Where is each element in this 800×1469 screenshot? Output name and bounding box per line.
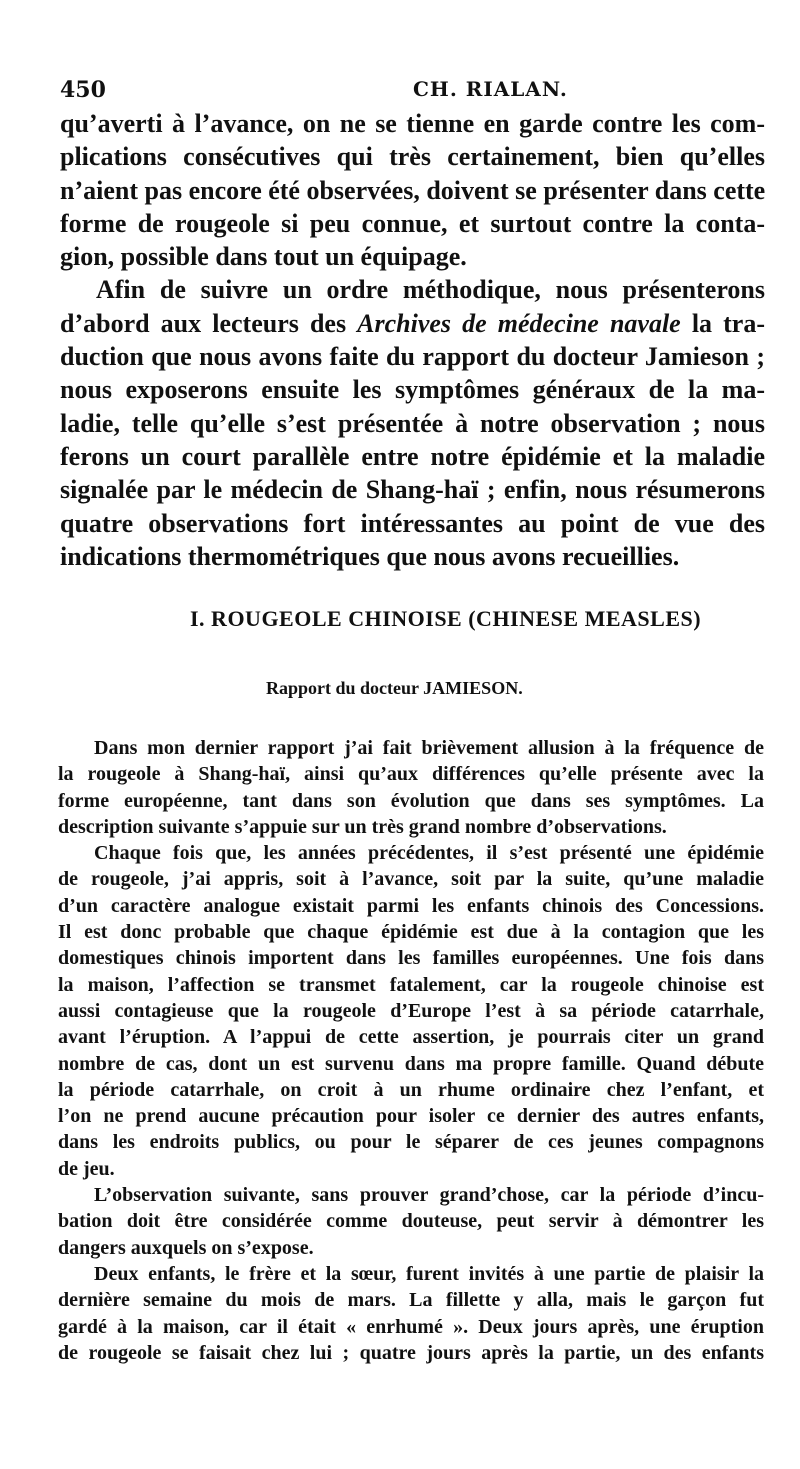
text-line: qu’averti à l’avance, on ne se tienne en garde contre les com- [60, 109, 765, 138]
text-line: L’observation suivante, sans prouver grand’chose, car la période d’incu- [94, 1184, 764, 1207]
text-line: indications thermométriques que nous avons recueillies. [60, 541, 680, 571]
text-fragment: d’abord aux lecteurs des [60, 308, 358, 338]
text-line: description suivante s’appuie sur un très grand nombre d’observations. [58, 815, 667, 838]
text-line: forme européenne, tant dans son évolution que dans ses symptômes. La [58, 789, 764, 812]
text-line: de rougeole, j’ai appris, soit à l’avance, soit par la suite, qu’une maladie [58, 868, 764, 891]
text-line: Dans mon dernier rapport j’ai fait brièvement allusion à la fréquence de [94, 737, 764, 759]
text-line-with-italic [60, 307, 765, 340]
text-line: la maison, l’affection se transmet fatalement, car la rougeole chinoise est [58, 973, 764, 996]
text-line: n’aient pas encore été observées, doivent se présenter dans cette [60, 175, 766, 205]
text-line: la période catarrhale, on croit à un rhume ordinaire chez l’enfant, et [58, 1078, 764, 1101]
text-line: ferons un court parallèle entre notre épidémie et la maladie [60, 441, 765, 471]
running-head: CH. RIALAN. [413, 77, 568, 101]
text-line: aussi contagieuse que la rougeole d’Europe l’est à sa période catarrhale, [58, 999, 764, 1022]
text-line: forme de rougeole si peu connue, et surtout contre la conta- [60, 208, 765, 238]
text-line: ladie, telle qu’elle s’est présentée à notre observation ; nous [60, 408, 765, 438]
text-line: de jeu. [58, 1157, 115, 1180]
text-line: Afin de suivre un ordre méthodique, nous présenterons [96, 275, 765, 305]
text-line: dangers auxquels on s’expose. [58, 1236, 314, 1259]
report-subheading: Rapport du docteur JAMIESON. [266, 678, 523, 698]
text-line: avant l’éruption. A l’appui de cette assertion, je pourrais citer un grand [58, 1026, 764, 1049]
text-line: gion, possible dans tout un équipage. [60, 242, 467, 272]
text-line: signalée par le médecin de Shang-haï ; enfin, nous résumerons [60, 475, 765, 505]
text-line: nombre de cas, dont un est survenu dans ma propre famille. Quand débute [58, 1052, 764, 1075]
text-line: gardé à la maison, car il était « enrhumé ». Deux jours après, une éruption [58, 1315, 764, 1338]
text-line: Deux enfants, le frère et la sœur, furent invités à une partie de plaisir la [94, 1262, 764, 1285]
text-line: plications consécutives qui très certainement, bien qu’elles [60, 142, 765, 172]
text-line: d’un caractère analogue existait parmi les enfants chinois des Concessions. [58, 894, 764, 917]
journal-title: Archives de médecine navale [357, 308, 681, 338]
text-line: Il est donc probable que chaque épidémie est due à la contagion que les [58, 921, 764, 944]
text-line: domestiques chinois importent dans les familles européennes. Une fois dans [58, 947, 764, 970]
text-line: dernière semaine du mois de mars. La fillette y alla, mais le garçon fut [58, 1289, 764, 1312]
text-line: l’on ne prend aucune précaution pour isoler ce dernier des autres enfants, [58, 1105, 764, 1128]
text-line: dans les endroits publics, ou pour le séparer de ces jeunes compagnons [58, 1131, 764, 1154]
text-line: duction que nous avons faite du rapport du docteur Jamieson ; [60, 342, 765, 372]
intro-text [60, 107, 765, 573]
page-number: 450 [60, 77, 106, 103]
text-line: la rougeole à Shang-haï, ainsi qu’aux différences qu’elle présente avec la [58, 763, 764, 786]
text-line: Chaque fois que, les années précédentes, il s’est présenté une épidémie [94, 842, 764, 865]
report-text [58, 735, 764, 1366]
text-fragment: la tra- [680, 308, 765, 338]
text-line: bation doit être considérée comme douteuse, peut servir à démontrer les [58, 1210, 764, 1233]
text-line: quatre observations fort intéressantes au point de vue des [60, 508, 765, 538]
section-heading: I. ROUGEOLE CHINOISE (CHINESE MEASLES) [190, 606, 702, 631]
text-line: de rougeole se faisait chez lui ; quatre jours après la partie, un des enfants [58, 1341, 764, 1364]
page-header [58, 77, 758, 107]
text-line: nous exposerons ensuite les symptômes généraux de la ma- [60, 375, 765, 405]
